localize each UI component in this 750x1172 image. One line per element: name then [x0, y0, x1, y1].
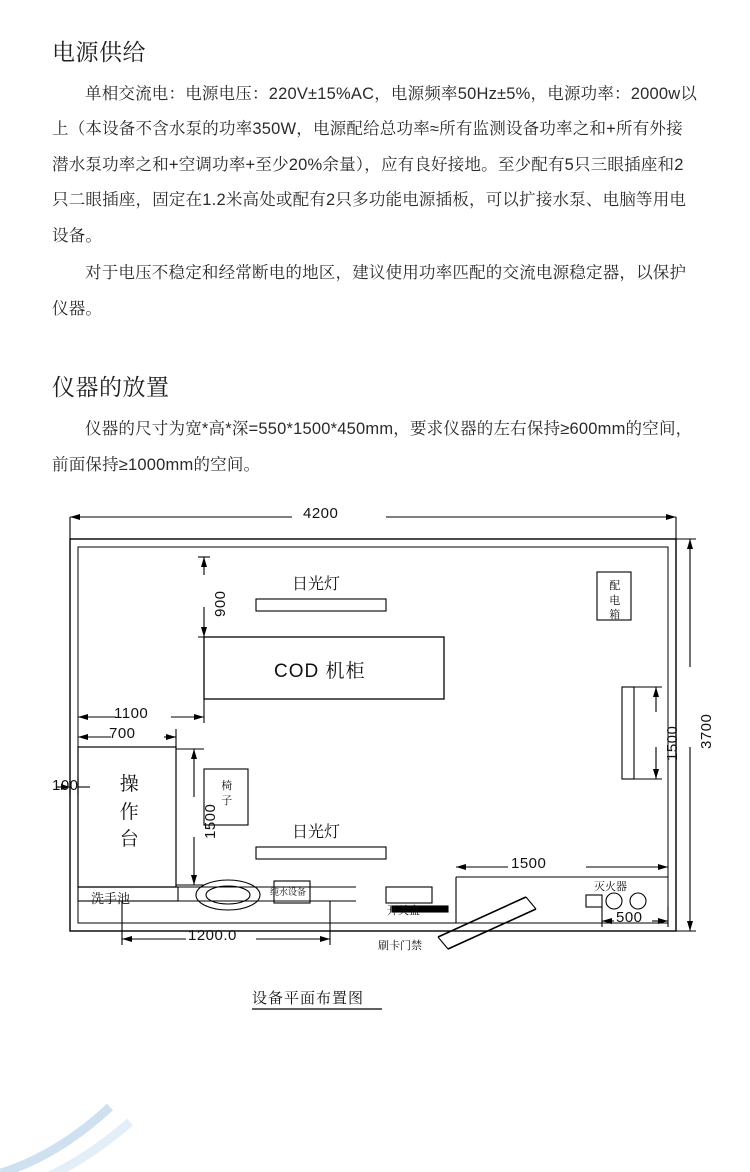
decorative-corner-arc — [0, 1052, 150, 1172]
label-door: 刷卡门禁 — [378, 940, 422, 953]
floor-plan-svg — [56, 497, 702, 1037]
label-switch-box: 开关盒 — [387, 905, 420, 918]
paragraph-placement-1: 仪器的尺寸为宽*高*深=550*1500*450mm，要求仪器的左右保持≥600mm的空间，前面保持≥1000mm的空间。 — [52, 420, 693, 474]
dim-bottom-left: 1200.0 — [188, 927, 237, 945]
dim-bottom-mid: 1500 — [511, 855, 547, 873]
floor-plan-diagram — [52, 497, 715, 1037]
section-title-placement: 仪器的放置 — [52, 374, 170, 401]
paragraph-power-2: 对于电压不稳定和经常断电的地区，建议使用功率匹配的交流电源稳定器，以保护仪器。 — [52, 264, 687, 318]
paragraph-power-1: 单相交流电：电源电压：220V±15%AC，电源频率50Hz±5%，电源功率：2000w以上（本设备不含水泵的功率350W，电源配给总功率≈所有监测设备功率之和+所有外接潜水泵功率之和+空调功率+至少20%余量），应有良好接地。至少配有5只三眼插座和2只二眼插座，固定在1.2米高处或配有2只多功能电源插板，可以扩接水泵、电脑等用电设备。 — [52, 85, 698, 245]
label-water-device: 纯水设备 — [270, 887, 307, 898]
label-chair: 椅子 — [221, 780, 233, 807]
dim-bottom-right: 500 — [616, 909, 643, 927]
label-sink: 洗手池 — [91, 891, 131, 907]
label-console: 操作台 — [119, 774, 139, 851]
dim-console-height: 1500 — [202, 803, 219, 840]
dim-top-width: 4200 — [303, 505, 339, 523]
dim-right-height: 3700 — [698, 713, 715, 750]
dim-left-offset: 100 — [52, 777, 79, 795]
section-title-power: 电源供给 — [52, 39, 146, 65]
label-cod-cabinet: COD 机柜 — [274, 661, 366, 683]
label-fire-extinguisher: 灭火器 — [594, 881, 627, 894]
dim-console-width: 700 — [109, 725, 136, 743]
dim-console-span: 1100 — [114, 705, 149, 723]
label-lamp-bottom: 日光灯 — [292, 824, 341, 842]
section-spacer — [52, 329, 698, 355]
label-lamp-top: 日光灯 — [292, 576, 341, 594]
label-wall-box: 配电箱 — [609, 580, 621, 621]
dim-cabinet-depth: 900 — [212, 590, 229, 618]
floor-plan-caption: 设备平面布置图 — [252, 990, 365, 1008]
dim-right-inner: 1500 — [664, 725, 681, 762]
